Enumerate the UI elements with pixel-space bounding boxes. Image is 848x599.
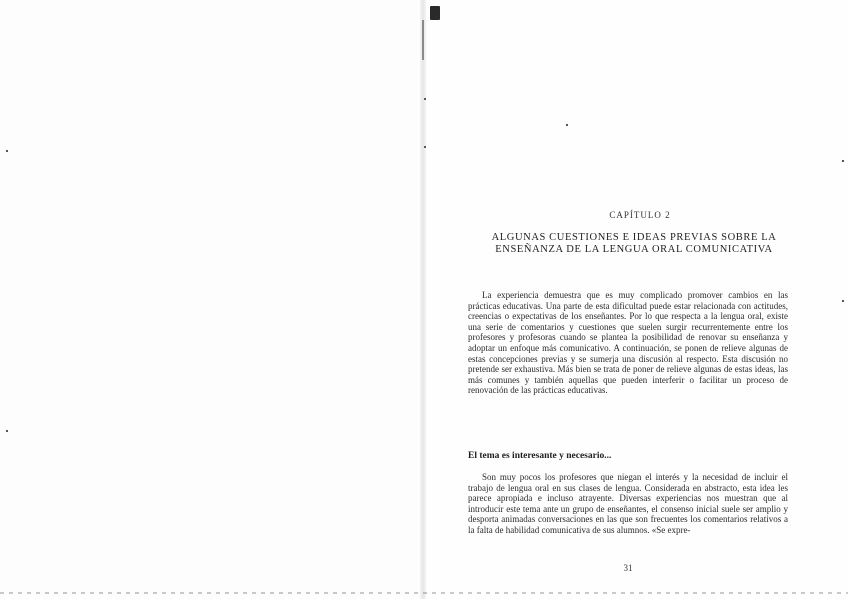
body-paragraph: La experiencia demuestra que es muy complicado promover cambios en las prácticas educativas. Una parte de esta dificultad puede estar relacionada con actitudes, creencias o expectativas de los enseñantes. Por lo que respecta a la lengua oral, existe una serie de comentarios y cuestiones que suelen surgir recurrentemente entre los profesores y profesoras cuando se plantea la posibilidad de renovar su enseñanza y adoptar un enfoque más comunicativo. A continuación, se ponen de relieve algunas de estas concepciones previas y se sumerja una discusión al respecto. Esta discusión no pretende ser exhaustiva. Más bien se trata de poner de relieve algunas de estas ideas, las más comunes y también aquellas que pueden interferir o facilitar un proceso de renovación de las prácticas educativas. xyxy=(468,290,788,396)
body-paragraph: Son muy pocos los profesores que niegan el interés y la necesidad de incluir el trabajo de lengua oral en sus clases de lengua. Considerada en abstracto, esta idea les parece apropiada e incluso atrayente. Diversas experiencias nos muestran que al introducir este tema ante un grupo de enseñantes, el consenso inicial suele ser amplio y desporta animadas conversaciones en las que son frecuentes los comentarios relativos a la falta de habilidad comunicativa de sus alumnos. «Se expre- xyxy=(468,472,788,535)
scan-speck xyxy=(842,160,844,162)
page-number: 31 xyxy=(623,563,633,573)
book-gutter xyxy=(420,0,426,599)
scan-speck xyxy=(6,430,8,432)
chapter-label: CAPÍTULO 2 xyxy=(609,210,671,220)
binding-shadow xyxy=(422,20,424,60)
scan-speck xyxy=(424,146,426,148)
scan-speck xyxy=(424,98,426,100)
scan-speck xyxy=(566,124,568,126)
section-heading: El tema es interesante y necesario... xyxy=(468,451,612,461)
scan-speck xyxy=(842,300,844,302)
chapter-title: ALGUNAS CUESTIONES E IDEAS PREVIAS SOBRE LA ENSEÑANZA DE LA LENGUA ORAL COMUNICATIVA xyxy=(491,232,777,255)
scan-speck xyxy=(6,150,8,152)
binding-mark xyxy=(430,6,440,20)
scan-bottom-edge xyxy=(0,592,848,594)
